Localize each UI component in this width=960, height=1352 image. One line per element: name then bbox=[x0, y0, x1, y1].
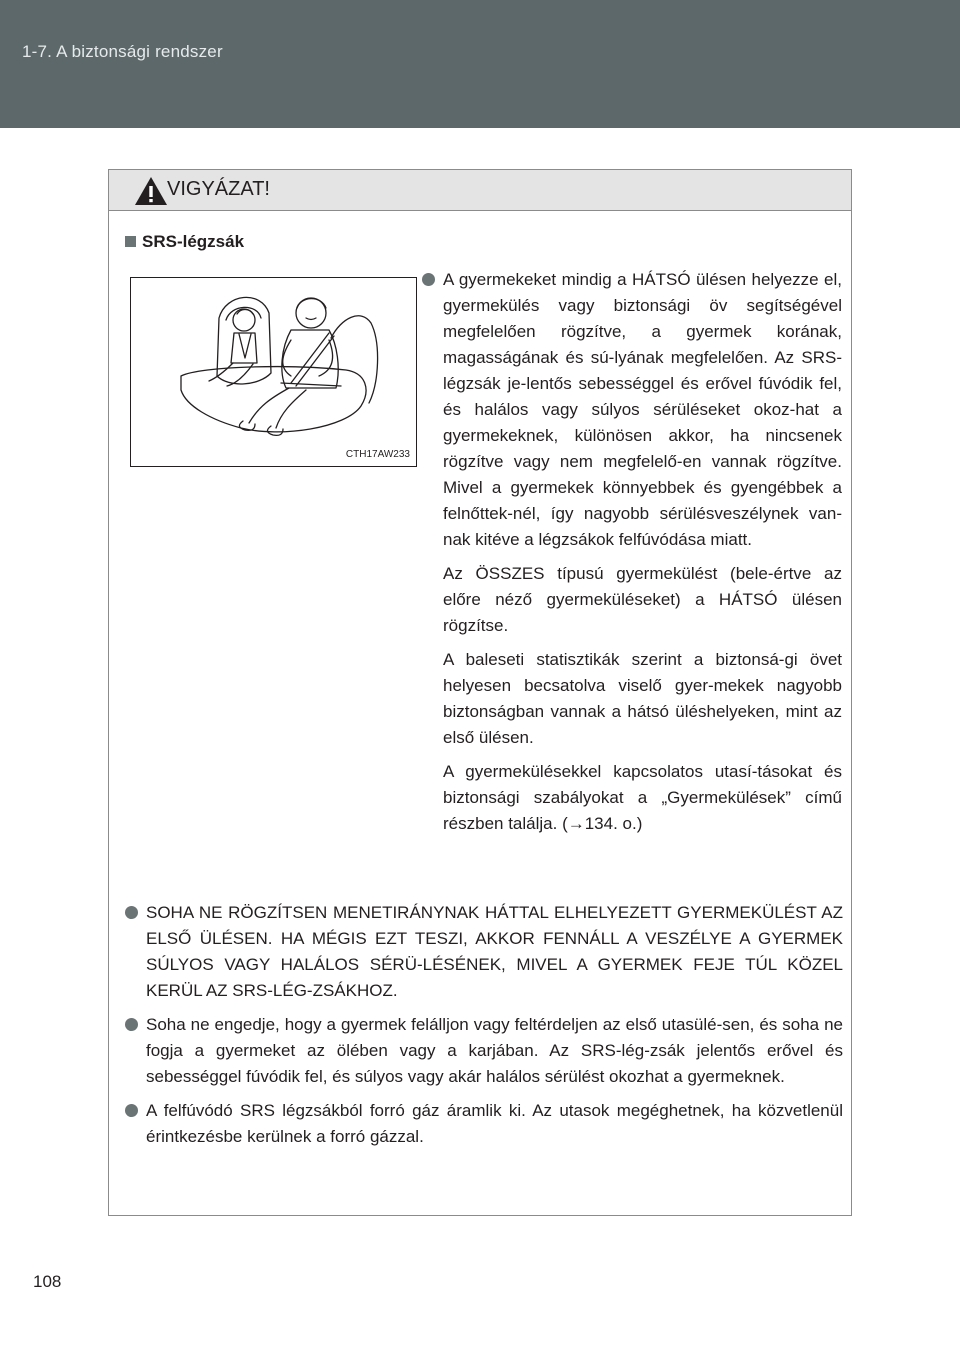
paragraph-text: Az ÖSSZES típusú gyermekülést (bele-értve az előre néző gyermeküléseket) a HÁTSÓ ülésen rögzítse. bbox=[443, 564, 842, 635]
warning-title: VIGYÁZAT! bbox=[167, 178, 270, 200]
full-width-text bbox=[125, 900, 843, 1158]
chapter-title: 1-7. A biztonsági rendszer bbox=[22, 42, 223, 61]
right-paragraph bbox=[422, 647, 842, 751]
warning-triangle-icon bbox=[133, 175, 169, 207]
paragraph-text: A gyermekülésekkel kapcsolatos utasí-tásokat és biztonsági szabályokat a „Gyermekülések” című részben találja. (→134. o.) bbox=[443, 762, 842, 833]
illustration-code: CTH17AW233 bbox=[345, 449, 410, 460]
paragraph-text: SOHA NE RÖGZÍTSEN MENETIRÁNYNAK HÁTTAL ELHELYEZETT GYERMEKÜLÉST AZ ELSŐ ÜLÉSEN. HA MÉGIS EZT TESZI, AKKOR FENNÁLL A VESZÉLYE A GYERMEK SÚLYOS VAGY HALÁLOS SÉRÜ-LÉSÉNEK, MIVEL A GYERMEK FEJE TÚL KÖZEL KERÜL AZ SRS-LÉG-ZSÁKHOZ. bbox=[146, 903, 843, 1000]
bullet-dot-icon bbox=[125, 1104, 138, 1117]
right-paragraph bbox=[422, 759, 842, 837]
page-header bbox=[0, 0, 960, 128]
bullet-paragraph bbox=[125, 1012, 843, 1090]
paragraph-text: Soha ne engedje, hogy a gyermek felálljon vagy feltérdeljen az első utasülé-sen, és soha ne fogja a gyermeket az ölében vagy a karjában. Az SRS-lég-zsák jelentős erővel és sebességgel fúvódik fel, és súlyos vagy akár halálos sérülést okozhat a gyermeknek. bbox=[146, 1015, 843, 1086]
bullet-dot-icon bbox=[422, 273, 435, 286]
right-paragraph bbox=[422, 267, 842, 553]
paragraph-text: A baleseti statisztikák szerint a biztonsá-gi övet helyesen becsatolva viselő gyer-mekek nagyobb biztonságban vannak a hátsó üléshelyeken, mint az első ülésen. bbox=[443, 650, 842, 747]
bullet-paragraph bbox=[125, 900, 843, 1004]
section-heading bbox=[125, 232, 244, 252]
child-seat-illustration bbox=[130, 277, 417, 467]
warning-header bbox=[109, 170, 851, 211]
child-seat-drawing bbox=[131, 278, 416, 466]
section-title: SRS-légzsák bbox=[142, 232, 245, 251]
right-paragraph bbox=[422, 561, 842, 639]
page-number: 108 bbox=[33, 1272, 62, 1291]
bullet-paragraph bbox=[125, 1098, 843, 1150]
right-column-text bbox=[422, 267, 842, 845]
bullet-dot-icon bbox=[125, 906, 138, 919]
paragraph-text: A gyermekeket mindig a HÁTSÓ ülésen helyezze el, gyermekülés vagy biztonsági öv segítségével megfelelően rögzítve, a gyermek korának, magasságának és sú-lyának megfelelően. Az SRS-légzsák je-lentős sebességgel és erővel fúvódik fel, és halálos vagy súlyos sérüléseket okoz-hat a gyermekeknek, különösen akkor, ha nincsenek rögzítve vagy nem megfelelő-en vannak rögzítve. Mivel a gyermekek könnyebbek és gyengébbek a felnőttek-nél, így nagyobb sérülésveszélynek van-nak kitéve a légzsákok felfúvódása miatt. bbox=[443, 270, 842, 549]
square-bullet-icon bbox=[125, 236, 136, 247]
paragraph-text: A felfúvódó SRS légzsákból forró gáz áramlik ki. Az utasok megéghetnek, ha közvetlenül érintkezésbe kerülnek a forró gázzal. bbox=[146, 1101, 843, 1146]
bullet-dot-icon bbox=[125, 1018, 138, 1031]
warning-box bbox=[108, 169, 852, 1216]
